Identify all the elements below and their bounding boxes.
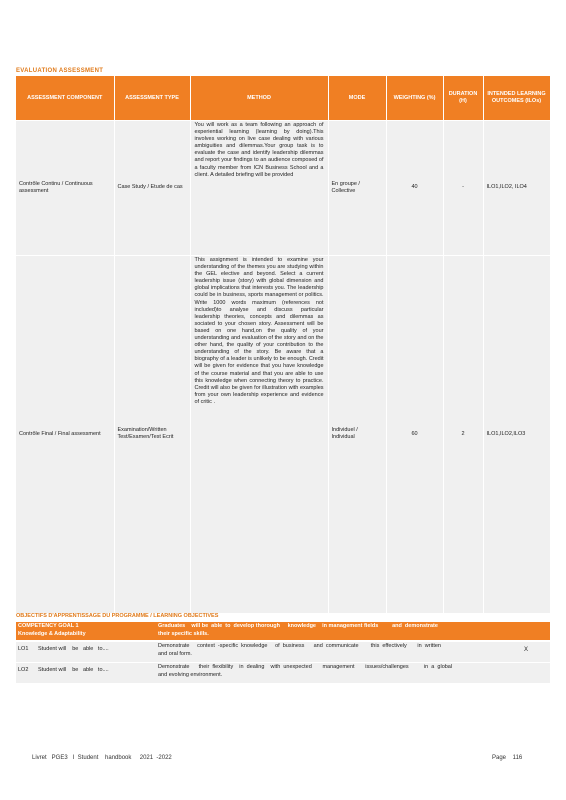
competency-label: COMPETENCY GOAL 1	[18, 623, 79, 629]
cell-component: Contrôle Continu / Continuous assessment	[16, 121, 114, 256]
learning-objective-row	[16, 663, 550, 683]
lo-student: Student will be able to....	[38, 646, 109, 652]
cell-type: Case Study / Etude de cas	[114, 121, 190, 256]
table-row	[16, 121, 550, 256]
lo-mark: X	[524, 647, 529, 653]
cell-method: You will work as a team following an approach of experiential learning (learning by doing).This involves working on live case dealing with various ambiguities and dilemmas.Your group task is to evaluate the case and identify leadership dilemmas and report your findings to an audience composed of a faculty member from ICN Business School and a client. A detailed briefing will be provided	[190, 121, 328, 256]
table-header-row	[16, 76, 550, 121]
footer-left: Livret PGE3 I Student handbook 2021 -2022	[32, 755, 172, 761]
lo-line1: Demonstrate context -specific knowledge of business and communicate this effectively in written	[158, 643, 441, 649]
cell-type: Examination/Written Test/Examen/Test Ecrit	[114, 256, 190, 613]
lo-id: LO2	[18, 667, 29, 673]
cell-duration: 2	[443, 256, 483, 613]
header-duration: DURATION (H)	[443, 76, 483, 121]
lo-id: LO1	[18, 646, 29, 652]
lo-student: Student will be able to....	[38, 667, 109, 673]
competency-bar	[16, 622, 550, 640]
header-method: METHOD	[190, 76, 328, 121]
cell-ilos: ILO1,ILO2,ILO3	[483, 256, 550, 613]
header-component: ASSESSMENT COMPONENT	[16, 76, 114, 121]
assessment-table	[16, 76, 551, 613]
header-mode: MODE	[328, 76, 386, 121]
cell-duration: -	[443, 121, 483, 256]
header-weighting: WEIGHTING (%)	[386, 76, 443, 121]
cell-weighting: 40	[386, 121, 443, 256]
table-row	[16, 256, 550, 613]
competency-sub: Knowledge & Adaptability	[18, 631, 86, 637]
header-ilos: INTENDED LEARNING OUTCOMES (ILOs)	[483, 76, 550, 121]
lo-line2: and evolving environment.	[158, 672, 223, 678]
competency-desc-line1: Graduates will be able to develop thorough knowledge in management fields and demonstrate	[158, 623, 438, 629]
objectives-title: OBJECTIFS D'APPRENTISSAGE DU PROGRAMME / LEARNING OBJECTIVES	[16, 613, 219, 619]
cell-ilos: ILO1,ILO2, ILO4	[483, 121, 550, 256]
lo-line1: Demonstrate their flexibility in dealing with unexpected management issues/challenges in a global	[158, 664, 453, 670]
cell-component: Contrôle Final / Final assessment	[16, 256, 114, 613]
lo-line2: and oral form.	[158, 651, 192, 657]
cell-mode: Individuel / Individual	[328, 256, 386, 613]
cell-mode: En groupe / Collective	[328, 121, 386, 256]
cell-method: This assignment is intended to examine your understanding of the themes you are studying within the GEL elective and beyond. Select a current leadership issue (story) with global dimension and global implications that interests you. The leadership could be in business, sports management or politics. Write 1000 words maximum (references not included)to analyse and discuss particular leadership theories, concepts and dilemmas as sociated to your chosen story. Assessment will be based on one hand,on the quality of your understanding and evaluation of the story and on the other hand, the quality of your contribution to the understanding of the story. Be aware that a biography of a leader is unlikely to be enough. Credit will be given for evidence that you have knowledge of the course material and that you are able to use this knowledge when connecting theory to practice. Credit will also be given for illustration with examples from your own leadership experience and evidence of critic .	[190, 256, 328, 613]
footer-page-number: Page 116	[492, 755, 523, 761]
competency-desc-line2: their specific skills.	[158, 631, 209, 637]
cell-weighting: 60	[386, 256, 443, 613]
learning-objective-row	[16, 642, 550, 662]
header-type: ASSESSMENT TYPE	[114, 76, 190, 121]
section-title: EVALUATION ASSESSMENT	[16, 68, 104, 74]
